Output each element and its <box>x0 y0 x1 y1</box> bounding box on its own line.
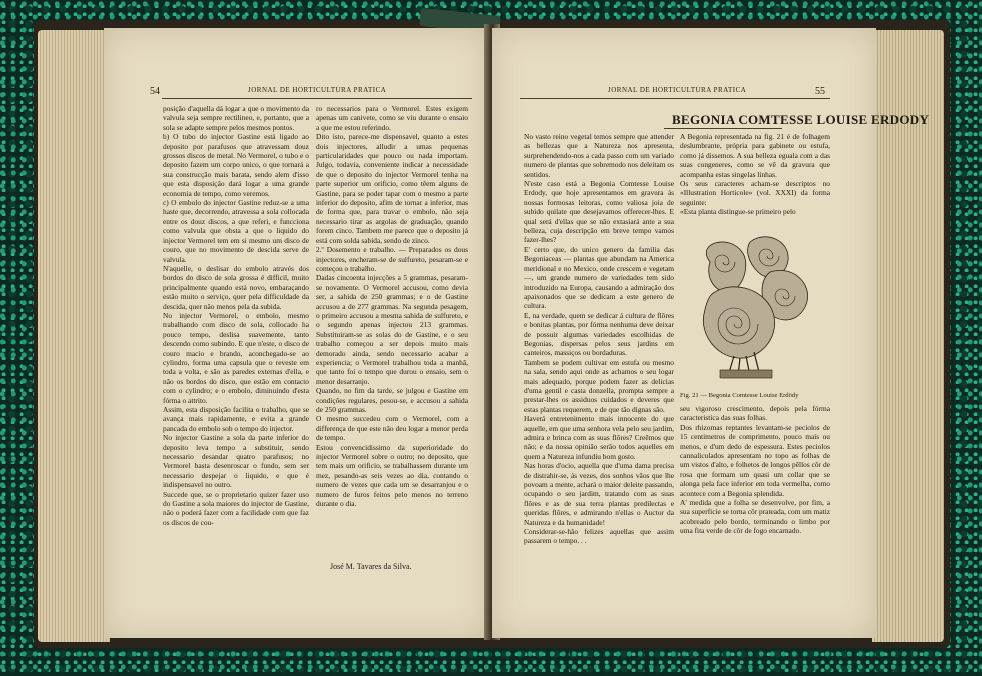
paragraph: seu vigoroso crescimento, depois pela fórma caracteristica das suas folhas. <box>680 404 830 423</box>
paragraph: A' medida que a folha se desenvolve, por fim, a sua superficie se torna côr prateada, com um matiz acobreado pelo bordo, terminando o limbo por uma fita verde de côr de fogo encarnado. <box>680 498 830 536</box>
left-page-column-1 <box>163 104 309 566</box>
figure-caption: Fig. 21 — Begonia Comtesse Louise Erdödy <box>680 392 799 399</box>
paragraph: Estou convencidissimo da superioridade do injector Vermorel sobre o outro; no deposito, que tem mais um orificio, se trabalhassem durante um mez, pesando-as seis vezes ao dia, contando o numero de vezes que cada um se desarranjou e o numero de furos feitos pelo menos no terreno durante o dia. <box>316 442 468 509</box>
paragraph: A Begonia representada na fig. 21 é de folhagem deslumbrante, própria para gabinete ou estufa, como já dissemos. A sua belleza eguala com a das suas congeneres, como se vê da gravura que acompanha estas singelas linhas. <box>680 132 830 179</box>
paragraph: Considerar-se-hão felizes aquellas que assim passarem o tempo. . . <box>524 527 674 546</box>
left-page-header: JORNAL DE HORTICULTURA PRATICA <box>248 86 387 94</box>
begonia-leaf <box>706 242 745 292</box>
left-header-rule <box>162 98 472 99</box>
paragraph: b) O tubo do injector Gastine está ligado ao deposito por parafusos que atravessam douz grossos discos de metal. No Vermorel, o tubo e o deposito fazem um corpo unico, o que tornará a sua construcção mais barata, sendo alem d'isso que esta disposição dará logar a uma grande economia de tempo, como veremos. <box>163 132 309 198</box>
right-page-column-2-bottom <box>680 404 830 572</box>
right-page-header: JORNAL DE HORTICULTURA PRATICA <box>608 86 747 94</box>
paragraph: Succede que, se o proprietario quizer fazer uso do Gastine a sola maiores do injector de Gastine, não o poderá fazer com a facilidade com que faz os discos de cou- <box>163 489 309 527</box>
paragraph: ro necessarios para o Vermorel. Estes exigem apenas um canivete, como se viu durante o ensaio a que me estou referindo. <box>316 104 468 132</box>
paragraph: Nas horas d'ocio, aquella que d'uma dama precisa de distrahir-se, ás vezes, dos sonhos vãos que lhe povoam a mente, achará o maior deleite passando, ocupando o seu jardim, tratando com as suas flôres e as de sua terra plantas predilectas e queridas flôres, e admirando n'ellas o Auctor da Natureza e da humanidade! <box>524 461 674 527</box>
left-page-column-2 <box>316 104 468 552</box>
right-header-rule <box>520 98 830 99</box>
author-signature: José M. Tavares da Silva. <box>330 562 412 571</box>
paragraph: Dos rhizomas reptantes levantam-se peciolos de 15 centimetros de comprimento, pouco mais ou menos, e d'um dedo de espessura. Estes peciolos cannaliculados apresentam no topo as folhas de um vistos d'alto, e folhetos de longos pêllos côr de rosa que formam um quasi um collar que se alonga pela face inferior em toda vermelha, como acontece com a Begonia splendida. <box>680 422 830 498</box>
begonia-engraving <box>690 232 818 380</box>
paragraph: Dadas cincoenta injecções a 5 grammas, pesaram-se novamente. O Vermorel accusou, como devia ser, a sahida de 250 grammas; e o de Gastine accusou a de 277 grammas. Na segunda pesagem, o primeiro accusou a mesma sahida de sulfureto, e o segundo apenas injectou 213 grammas. Substituiram-se as solas do de Gastine, e o seu trabalho começou a ser depois muito mais demorado ainda, sendo necessario acabar a experiencia; o Vermorel trabalhou toda a manhã, que tanto foi o tempo que durou o ensaio, sem o menor desarranjo. <box>316 273 468 386</box>
paragraph: E' certo que, do unico genero da familia das Begoniaceas — plantas que abundam na America meridional e no Mexico, onde crescem e vegetam —, um grande numero de variedades tem sido introduzido na Europa, causando a admiração dos apaixonados que se dedicam a este genero de cultura. <box>524 244 674 311</box>
paragraph: No injector Vermorel, o embolo, mesmo trabalhando com disco de sola, collocado ha pouco tempo, deslisa suavemente, tanto descendo como subindo. E que n'este, o disco de couro macio e brando, aconchegado-se ao cylindro, forma uma capsula que o reveste em toda a volta, e são as paredes externas d'ella, e não os bordos do disco, que estão em contacto com o cylindro; e o embolo, diminuindo d'esta fórma o attrito. <box>163 310 309 405</box>
paragraph: Haverá entretenimento mais innocente do que aquelle, em que uma senhora vela pelo seu jardim, admira e brinca com as suas flôres? Creêmos que não; e da nossa opinião serão todos aquelles em quem a Natureza infundiu bom gosto. <box>524 414 674 461</box>
right-page-number: 55 <box>815 86 825 97</box>
article-title: BEGONIA COMTESSE LOUISE ERDODY <box>672 112 930 127</box>
left-page-number: 54 <box>150 86 160 97</box>
paragraph: O mesmo succedeu com o Vermorel, com a differença de que este não deu logar a menor perda de tempo. <box>316 414 468 443</box>
paragraph: Os seus caracteres acham-se descriptos no «Illustration Horticole» (vol. XXXI) da forma seguinte: <box>680 179 830 207</box>
paragraph: N'aquelle, o deslisar do embolo através dos bordos do disco de sola grossa é difficil, muito principalmente quando está novo, embaraçando estão muito o serviço, quer pela difficuldade da descida, quer não menos pela da subida. <box>163 263 309 311</box>
paragraph: Tambem se podem cultivar em estufa ou mesmo na sala, sendo aqui onde as achamos o seu logar mais adequado, porque podem fazer as delicias d'uma gentil e casta donzella, prompta sempre a prestar-lhes os assiduos cuidados e deveres que estas plantas requerem, e de que tão dignas são. <box>524 357 674 414</box>
paragraph: posição d'aquella dá logar a que o movimento da valvula seja sempre rectilineo, e, portanto, que a sola se adapte sempre pelos mesmos pontos. <box>163 104 309 132</box>
right-page-column-1 <box>524 132 674 572</box>
paragraph: c) O embolo do injector Gastine reduz-se a uma haste que, decorrendo, atravessa a sola collocada entre os douz discos, a que referi, e funcciona como valvula que obsta a que o liquido do injector Vermorel tem em si mesmo um disco de couro, que no movimento de descida serve de valvula. <box>163 198 309 264</box>
right-page-column-2-top <box>680 132 830 228</box>
title-rule <box>664 128 782 129</box>
paragraph: E, na verdade, quem se dedicar á cultura de flôres e bonitas plantas, por fórma nenhuma deve deixar de possuir algumas variedades escolhidas de Begonias, dispersas pelos seus jardins em canteiros, massiços ou bordaduras. <box>524 310 674 358</box>
paragraph: Dito isto, parece-me dispensavel, quanto a estes dois injectores, alludir a umas pequenas particularidades que pouco ou nada importam. Julgo, todavia, conveniente indicar a necessidade de que o deposito do injector Vermorel tenha na parte superior um orificio, como têem alguns de Gastine, para se poder tapar com o mesmo a parte inferior do deposito, afim de tornar a inferior, mas de forma que, para travar o embolo, não seja necessario tirar as argolas de graduação, quando forem cinco. Tambem me parece que o deposito já está com solda sabida, sendo de zinco. <box>316 132 468 245</box>
paragraph: Assim, esta disposição facilita o trabalho, que se avança mais rapidamente, e evita a grande pancada do embolo sob o tempo do injector. <box>163 405 309 433</box>
begonia-illustration <box>690 232 818 380</box>
left-page-edges <box>38 30 110 642</box>
paragraph: N'este caso está a Begonia Comtesse Louise Erdody, que hoje apresentamos em gravura ás nossas formosas leitoras, como valiosa joia de subido quilate que desejavamos offerecer-lhes. E qual será d'ellas que se não extasiará ante a sua belleza, cuja descripção em breve tempo vamos fazer-lhes? <box>524 179 674 245</box>
paragraph: No vasto reino vegetal temos sempre que attender as bellezas que a Natureza nos apresenta, surprehendendo-nos a cada passo com um variado numero de plantas que sobremodo nos deleitam os sentidos. <box>524 132 674 179</box>
paragraph: No injector Gastine a sola da parte inferior do deposito leva tempo a substituir, sendo necessario desandar quatro parafusos; no Vermorel basta desenroscar o fundo, sem ser necessario despejar o liquido, e que é indispensavel no outro. <box>163 433 309 490</box>
paragraph: 2.º Dosemento e trabalho. — Preparados os dous injectores, encheram-se de sulfureto, pesaram-se e começou o trabalho. <box>316 245 468 273</box>
paragraph: Quando, no fim da tarde, se julgou e Gastine em condições regulares, pesou-se, e accusou a sahida de 250 grammas. <box>316 386 468 414</box>
paragraph: «Esta planta distingue-se primeiro pelo <box>680 207 796 217</box>
